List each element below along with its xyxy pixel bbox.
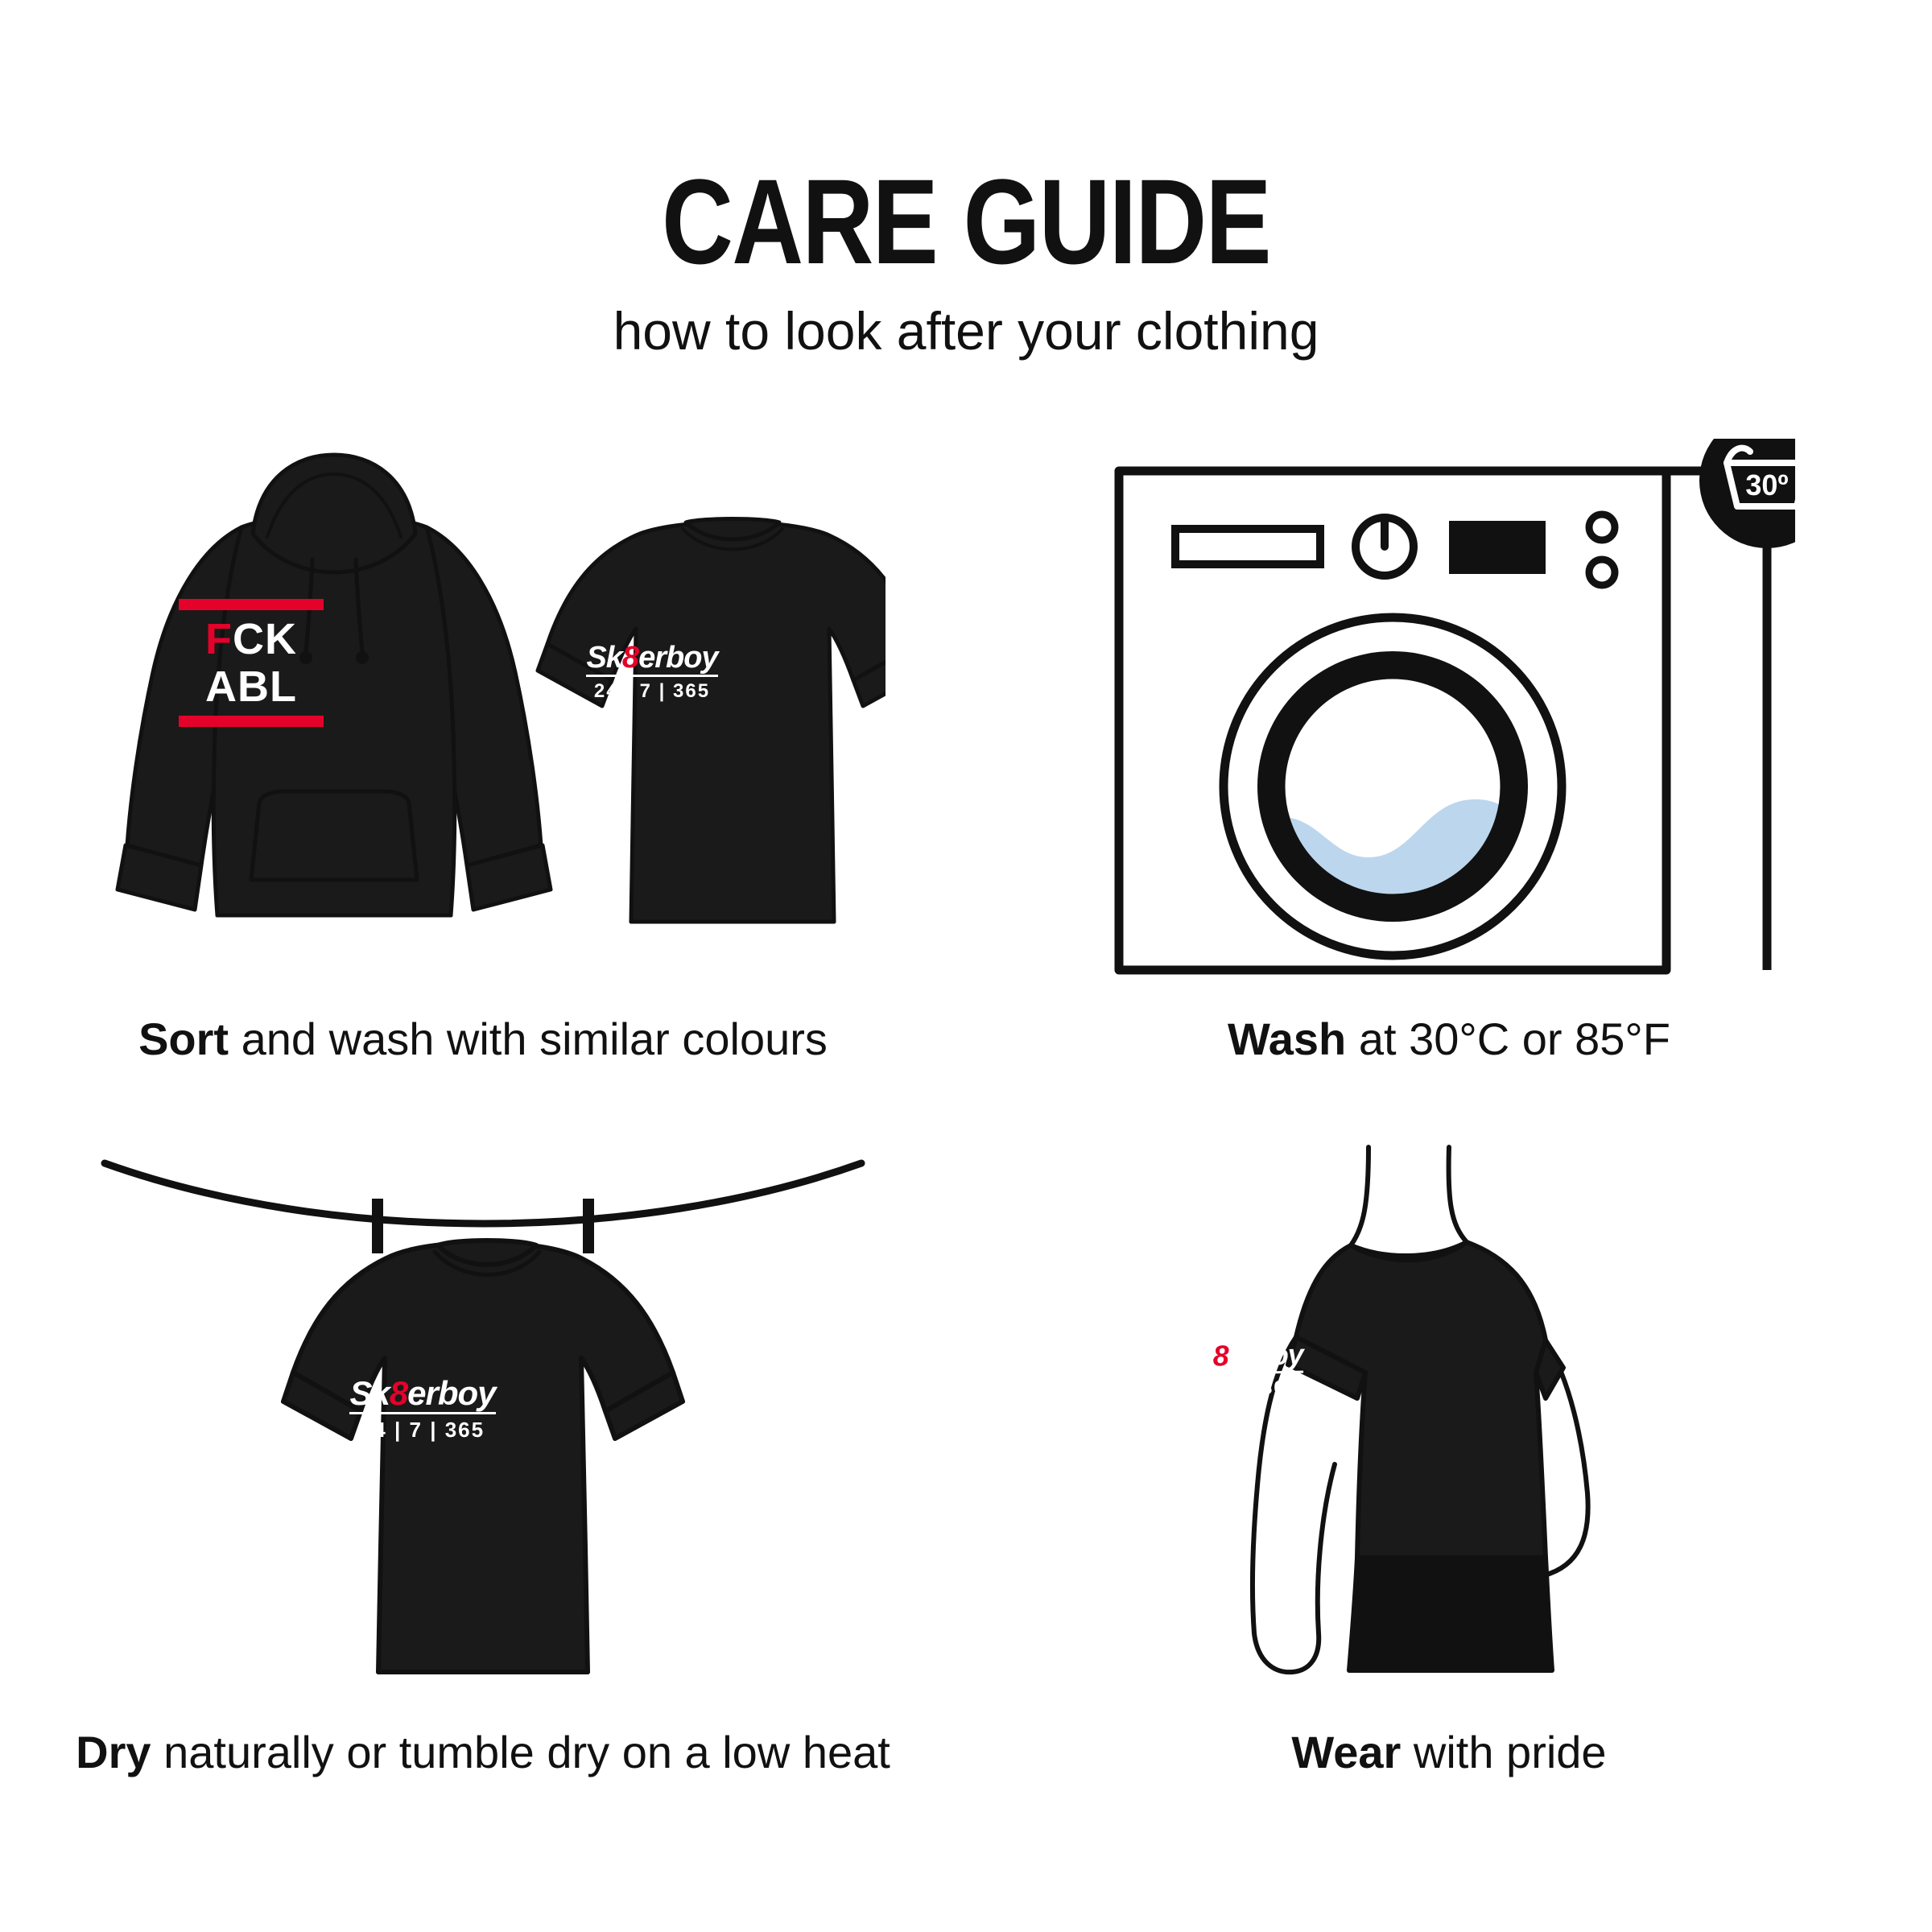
brand-subline: 24 | 7 | 365 [1185, 1376, 1298, 1400]
print-line-1-white: CK [233, 615, 297, 663]
care-step-dry [0, 1135, 966, 1843]
brand-prefix: Sk [1179, 1339, 1214, 1373]
hoodie-print-fck-abl [179, 599, 324, 727]
caption-wear-rest: with pride [1401, 1727, 1607, 1777]
print-line-1-red: F [205, 615, 233, 663]
caption-wear [966, 1728, 1932, 1777]
print-line-2: ABL [205, 662, 297, 711]
caption-dry-bold: Dry [76, 1727, 151, 1777]
print-bar-top [179, 599, 324, 610]
brand-suffix: erboy [638, 641, 718, 675]
person-illustration [1167, 1139, 1731, 1719]
brand-suffix: erboy [407, 1374, 496, 1412]
print-bar-bottom [179, 716, 324, 727]
caption-dry [0, 1728, 966, 1777]
caption-wear-bold: Wear [1291, 1727, 1402, 1777]
brand-prefix: Sk [349, 1374, 390, 1412]
brand-subline: 24 | 7 | 365 [360, 1418, 485, 1442]
page-header [0, 0, 1932, 361]
care-step-sort [0, 427, 966, 1135]
wash-temperature-label: 30º [1745, 469, 1789, 502]
care-step-wear [966, 1135, 1932, 1843]
hoodie-sleeve-logo: erboy [52, 815, 85, 828]
caption-dry-rest: naturally or tumble dry on a low heat [151, 1727, 890, 1777]
care-step-wash [966, 427, 1932, 1135]
brand-eight: 8 [1212, 1339, 1229, 1373]
tshirt-on-clothesline-icon [0, 1135, 966, 1723]
brand-eight: 8 [621, 641, 639, 675]
care-steps-grid [0, 427, 1932, 1843]
person-wearing-tshirt-icon [966, 1135, 1932, 1723]
clothesline-illustration [89, 1139, 877, 1719]
page-subtitle: how to look after your clothing [613, 301, 1319, 361]
page-title: CARE GUIDE [662, 154, 1270, 289]
washing-machine-icon [966, 427, 1932, 1014]
brand-eight: 8 [389, 1374, 408, 1412]
hoodie-and-tshirt-icon [0, 427, 966, 1014]
caption-wash-rest: at 30°C or 85°F [1346, 1013, 1671, 1064]
brand-subline: 24 | 7 | 365 [593, 680, 711, 702]
caption-sort-bold: Sort [138, 1013, 229, 1064]
caption-sort-rest: and wash with similar colours [229, 1013, 828, 1064]
caption-sort [0, 1014, 966, 1064]
brand-prefix: Sk [586, 641, 622, 675]
print-line-1 [179, 617, 324, 663]
brand-suffix: erboy [1228, 1337, 1304, 1373]
washing-machine-illustration [1103, 439, 1795, 1002]
caption-wash [966, 1014, 1932, 1064]
caption-wash-bold: Wash [1227, 1013, 1347, 1064]
